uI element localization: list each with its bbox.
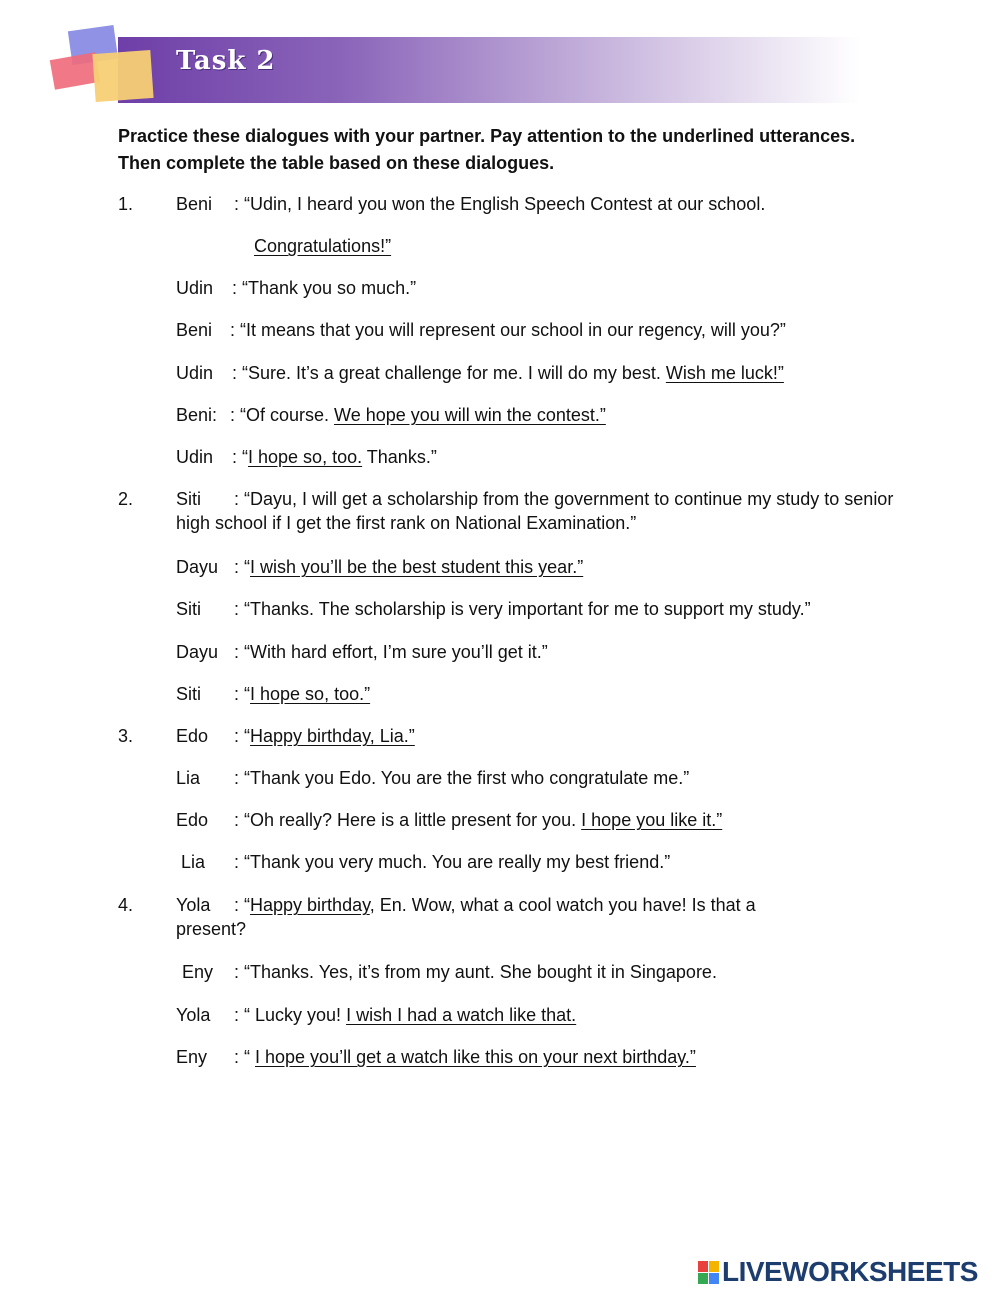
dialogue-number: 1. <box>118 194 134 214</box>
underlined-utterance: I hope so, too.” <box>250 684 371 704</box>
dialogue-line <box>176 808 722 832</box>
colon: : <box>232 447 243 467</box>
speaker: Beni <box>176 320 213 340</box>
dialogue-line <box>176 445 437 469</box>
colon: : <box>234 684 245 704</box>
colon: : <box>234 768 245 788</box>
underlined-utterance: I wish I had a watch like that. <box>346 1005 577 1025</box>
speaker: Lia <box>181 852 206 872</box>
colon: : <box>234 1047 245 1067</box>
utterance: “ <box>244 895 251 915</box>
speaker: Lia <box>176 768 201 788</box>
page-title: Task 2 <box>176 46 276 76</box>
utterance: “ <box>244 684 251 704</box>
colon: : <box>234 852 245 872</box>
underlined-utterance: I hope so, too. <box>248 447 363 467</box>
speaker: Dayu <box>176 642 219 662</box>
dialogue-line <box>182 960 717 984</box>
colon: : <box>234 599 245 619</box>
dialogue-line <box>176 192 765 216</box>
speaker: Edo <box>176 810 209 830</box>
colon: : <box>234 557 245 577</box>
utterance: , En. Wow, what a cool watch you have! Is that a present? <box>176 895 756 939</box>
colon: : <box>234 895 245 915</box>
colon: : <box>234 810 245 830</box>
utterance: “Thank you very much. You are really my best friend.” <box>244 852 671 872</box>
utterance: “ <box>244 726 251 746</box>
dialogue-line <box>176 276 416 300</box>
utterance: “Thanks. Yes, it’s from my aunt. She bought it in Singapore. <box>244 962 717 982</box>
underlined-utterance: Happy birthday <box>250 895 370 915</box>
speaker: Udin <box>176 363 214 383</box>
speaker: Udin <box>176 447 214 467</box>
utterance: “ <box>244 557 251 577</box>
colon: : <box>230 405 241 425</box>
dialogue-line <box>176 766 689 790</box>
utterance: “Thank you so much.” <box>242 278 417 298</box>
utterance: “Thank you Edo. You are the first who congratulate me.” <box>244 768 690 788</box>
utterance: “With hard effort, I’m sure you’ll get it.” <box>244 642 548 662</box>
dialogue-line <box>181 850 670 874</box>
utterance: “Thanks. The scholarship is very important for me to support my study.” <box>244 599 811 619</box>
speaker: Yola <box>176 895 211 915</box>
utterance: “It means that you will represent our school in our regency, will you?” <box>240 320 786 340</box>
underlined-utterance: Happy birthday, Lia.” <box>250 726 415 746</box>
dialogue-line <box>176 403 606 427</box>
colon: : <box>234 726 245 746</box>
colon: : <box>230 320 241 340</box>
speaker: Siti <box>176 599 202 619</box>
dialogue-line <box>176 1045 696 1069</box>
liveworksheets-logo[interactable] <box>698 1256 978 1288</box>
dialogue-line <box>176 487 896 535</box>
dialogue-line <box>176 682 370 706</box>
speaker: Siti <box>176 489 202 509</box>
underlined-utterance: I hope you’ll get a watch like this on your next birthday.” <box>255 1047 696 1067</box>
speaker: Eny <box>182 962 214 982</box>
colon: : <box>234 489 245 509</box>
dialogue-number: 4. <box>118 895 134 915</box>
speaker: Dayu <box>176 557 219 577</box>
utterance: “ Lucky you! <box>244 1005 347 1025</box>
underlined-utterance: I hope you like it.” <box>581 810 723 830</box>
dialogue-line <box>176 318 786 342</box>
dialogue-line <box>176 1003 576 1027</box>
colon: : <box>234 194 245 214</box>
utterance: “Udin, I heard you won the English Speech Contest at our school. <box>244 194 766 214</box>
instructions: Practice these dialogues with your partner. Pay attention to the underlined utterances. Then complete the table based on these dialogues. <box>118 126 856 173</box>
speaker: Udin <box>176 278 214 298</box>
dialogue-line <box>176 597 811 621</box>
underlined-utterance: Congratulations!” <box>254 236 392 256</box>
speaker: Beni: <box>176 405 218 425</box>
logo-text: LIVEWORKSHEETS <box>722 1256 978 1287</box>
speaker: Yola <box>176 1005 211 1025</box>
speaker: Eny <box>176 1047 208 1067</box>
speaker: Edo <box>176 726 209 746</box>
colon: : <box>232 363 243 383</box>
colon: : <box>234 962 245 982</box>
dialogue-line <box>176 724 415 748</box>
utterance: “Oh really? Here is a little present for you. <box>244 810 582 830</box>
dialogue-number: 3. <box>118 726 134 746</box>
utterance: “ <box>244 1047 256 1067</box>
utterance: “Dayu, I will get a scholarship from the government to continue my study to senior high school if I get the first rank on National Examination.” <box>176 489 894 533</box>
dialogue-line <box>254 234 391 258</box>
underlined-utterance: Wish me luck!” <box>665 363 784 383</box>
colon: : <box>232 278 243 298</box>
dialogue-number: 2. <box>118 489 134 509</box>
dialogue-line <box>176 555 583 579</box>
utterance: Thanks.” <box>362 447 437 467</box>
speaker: Beni <box>176 194 213 214</box>
underlined-utterance: I wish you’ll be the best student this year.” <box>250 557 584 577</box>
dialogue-line <box>176 893 826 941</box>
utterance: “Sure. It’s a great challenge for me. I will do my best. <box>242 363 666 383</box>
colon: : <box>234 642 245 662</box>
dialogue-line <box>176 640 548 664</box>
dialogue-line <box>176 361 784 385</box>
underlined-utterance: We hope you will win the contest.” <box>334 405 606 425</box>
utterance: “Of course. <box>240 405 335 425</box>
decor-square-yellow <box>92 50 153 102</box>
logo-mark-icon <box>698 1261 719 1284</box>
speaker: Siti <box>176 684 202 704</box>
utterance: “ <box>242 447 249 467</box>
colon: : <box>234 1005 245 1025</box>
